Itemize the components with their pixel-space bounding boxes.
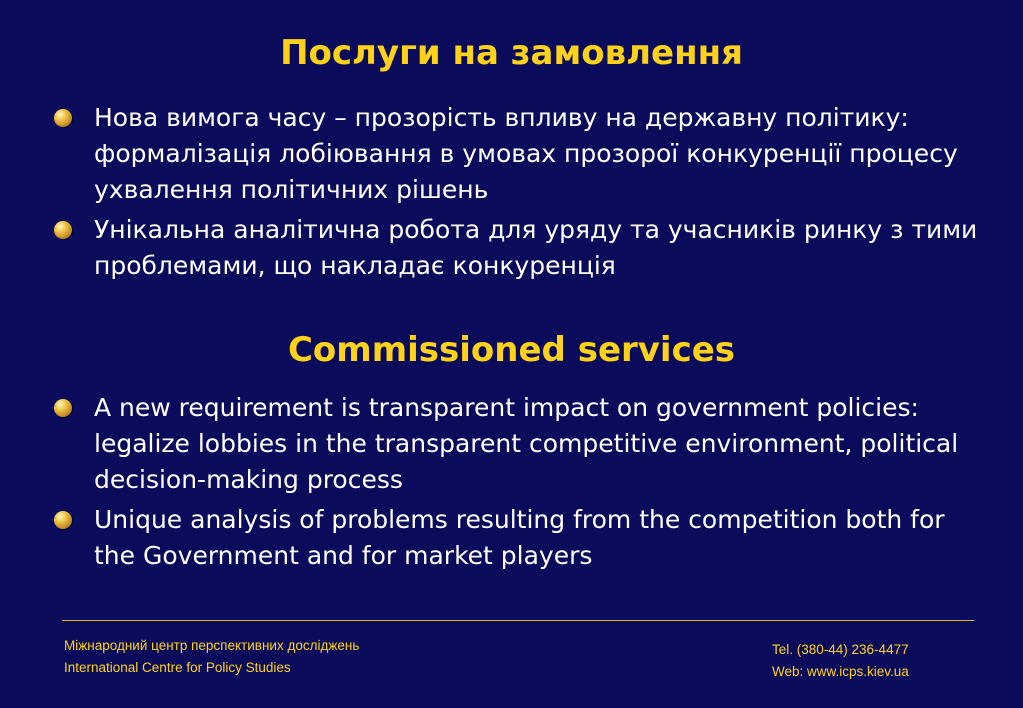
slide-title-ukrainian: Послуги на замовлення [280, 33, 743, 73]
footer-website-link[interactable]: Web: www.icps.kiev.ua [772, 664, 909, 679]
gold-sphere-bullet-icon [54, 221, 72, 239]
footer-telephone: Tel. (380-44) 236-4477 [772, 642, 909, 657]
footer-org-english: International Centre for Policy Studies [64, 660, 291, 675]
bullet-text: Нова вимога часу – прозорість впливу на державну політику: формалізація лобіювання в умовах прозорої конкуренції процесу ухвалення політичних рішень [94, 103, 958, 204]
footer-divider [62, 620, 974, 621]
bullet-text: Унікальна аналітична робота для уряду та учасників ринку з тими проблемами, що накладає конкуренція [94, 215, 978, 280]
gold-sphere-bullet-icon [54, 511, 72, 529]
footer-contacts [772, 639, 909, 683]
bullet-list-ukrainian [54, 100, 984, 288]
bullet-item [54, 502, 984, 574]
footer-org-ukrainian: Міжнародний центр перспективних досліджень [64, 638, 360, 653]
gold-sphere-bullet-icon [54, 109, 72, 127]
bullet-text: A new requirement is transparent impact on government policies: legalize lobbies in the transparent competitive environment, political decision-making process [94, 393, 959, 494]
gold-sphere-bullet-icon [54, 399, 72, 417]
bullet-item [54, 212, 984, 284]
bullet-list-english [54, 390, 984, 578]
slide-title-english: Commissioned services [287, 330, 736, 370]
bullet-item [54, 390, 984, 498]
bullet-item [54, 100, 984, 208]
bullet-text: Unique analysis of problems resulting from the competition both for the Government and for market players [94, 505, 945, 570]
footer-organization [64, 635, 359, 679]
